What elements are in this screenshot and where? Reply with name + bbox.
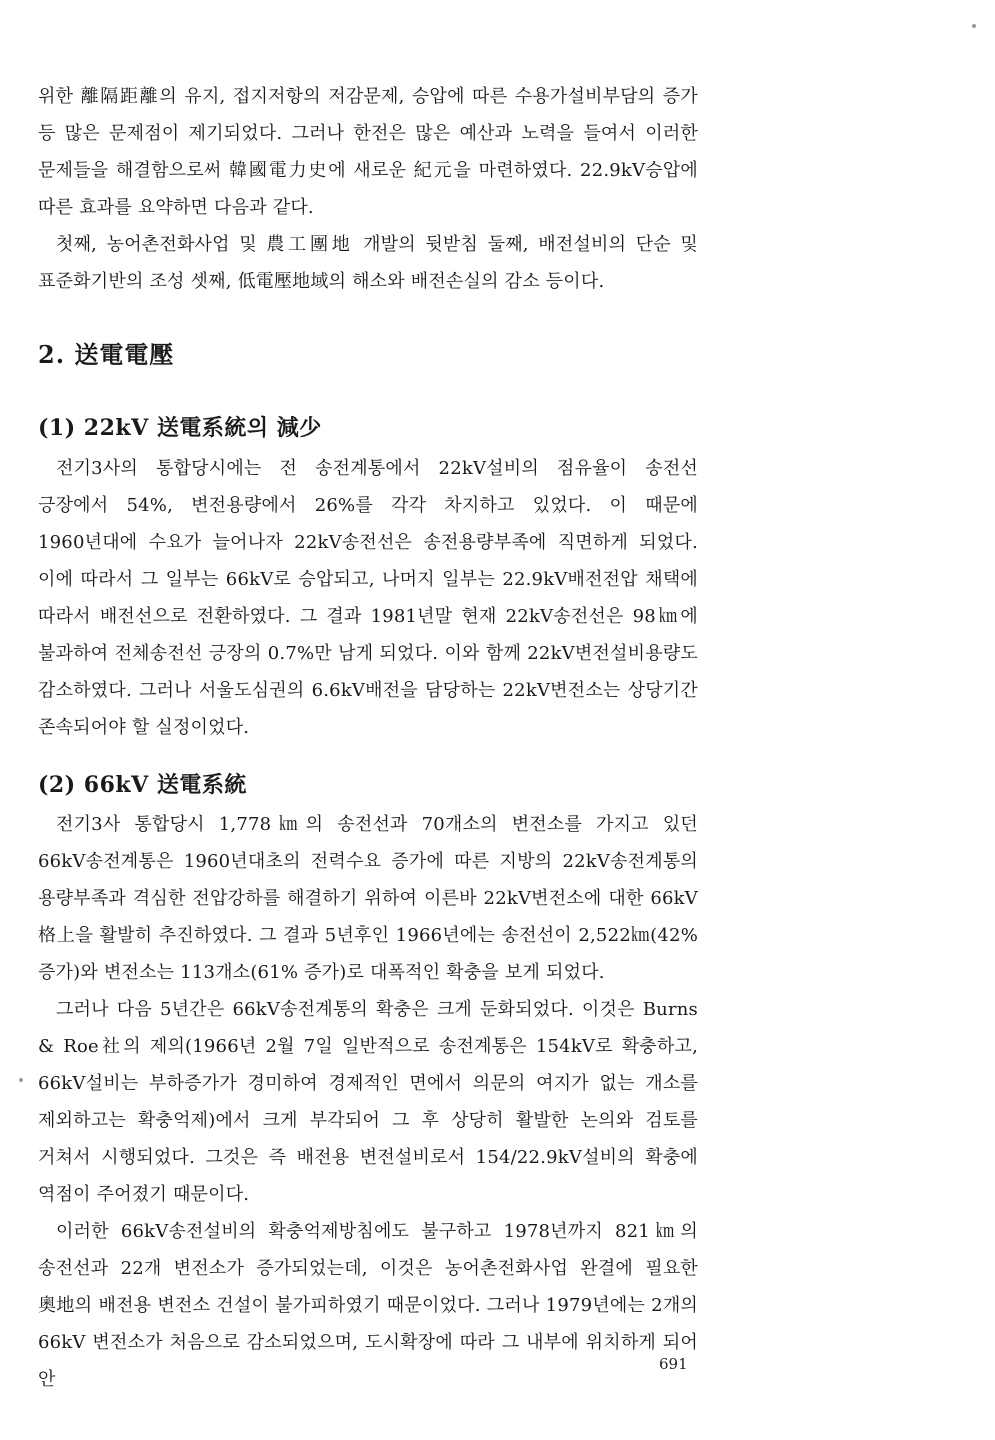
paragraph-22kv: 전기3사의 통합당시에는 전 송전계통에서 22kV설비의 점유율이 송전선 긍장에서 54%, 변전용량에서 26%를 각각 차지하고 있었다. 이 때문에 1960년대에 수요가 늘어나자 22kV송전선은 송전용량부족에 직면하게 되었다. 이에 따라서 그 일부는 66kV로 승압되고, 나머지 일부는 22.9kV배전전압 채택에 따라서 배전선으로 전환하였다. 그 결과 1981년말 현재 22kV송전선은 98㎞에 불과하여 전체송전선 긍장의 0.7%만 남게 되었다. 이와 함께 22kV변전설비용량도 감소하였다. 그러나 서울도심권의 6.6kV배전을 담당하는 22kV변전소는 상당기간 존속되어야 할 실정이었다. [38,458,698,738]
scan-speck [19,1078,23,1082]
section-title: 2. 送電電壓 [38,340,175,369]
subsection-title-22kv: (1) 22kV 送電系統의 減少 [38,415,322,441]
page-number: 691 [659,1355,688,1373]
intro-paragraph-2: 첫째, 농어촌전화사업 및 農工團地 개발의 뒷받침 둘째, 배전설비의 단순 및 표준화기반의 조성 셋째, 低電壓地域의 해소와 배전손실의 감소 등이다. [38,234,698,292]
subsection-title-66kv: (2) 66kV 送電系統 [38,772,247,798]
intro-paragraph-1: 위한 離隔距離의 유지, 접지저항의 저감문제, 승압에 따른 수용가설비부담의 증가 등 많은 문제점이 제기되었다. 그러나 한전은 많은 예산과 노력을 들여서 이러한 문제들을 해결함으로써 韓國電力史에 새로운 紀元을 마련하였다. 22.9kV승압에 따른 효과를 요약하면 다음과 같다. [38,86,698,218]
paragraph-66kv-2: 그러나 다음 5년간은 66kV송전계통의 확충은 크게 둔화되었다. 이것은 Burns & Roe社의 제의(1966년 2월 7일 일반적으로 송전계통은 154kV로 확충하고, 66kV설비는 부하증가가 경미하여 경제적인 면에서 의문의 여지가 없는 개소를 제외하고는 확충억제)에서 크게 부각되어 그 후 상당히 활발한 논의와 검토를 거쳐서 시행되었다. 그것은 즉 배전용 변전설비로서 154/22.9kV설비의 확충에 역점이 주어졌기 때문이다. [38,999,698,1205]
scan-speck [972,24,976,28]
paragraph-66kv-3: 이러한 66kV송전설비의 확충억제방침에도 불구하고 1978년까지 821㎞의 송전선과 22개 변전소가 증가되었는데, 이것은 농어촌전화사업 완결에 필요한 奧地의 배전용 변전소 건설이 불가피하였기 때문이었다. 그러나 1979년에는 2개의 66kV 변전소가 처음으로 감소되었으며, 도시확장에 따라 그 내부에 위치하게 되어 안 [38,1221,698,1390]
paragraph-66kv-1: 전기3사 통합당시 1,778㎞의 송전선과 70개소의 변전소를 가지고 있던 66kV송전계통은 1960년대초의 전력수요 증가에 따른 지방의 22kV송전계통의 용량부족과 격심한 전압강하를 해결하기 위하여 이른바 22kV변전소에 대한 66kV 格上을 활발히 추진하였다. 그 결과 5년후인 1966년에는 송전선이 2,522㎞(42% 증가)와 변전소는 113개소(61% 증가)로 대폭적인 확충을 보게 되었다. [38,814,698,983]
